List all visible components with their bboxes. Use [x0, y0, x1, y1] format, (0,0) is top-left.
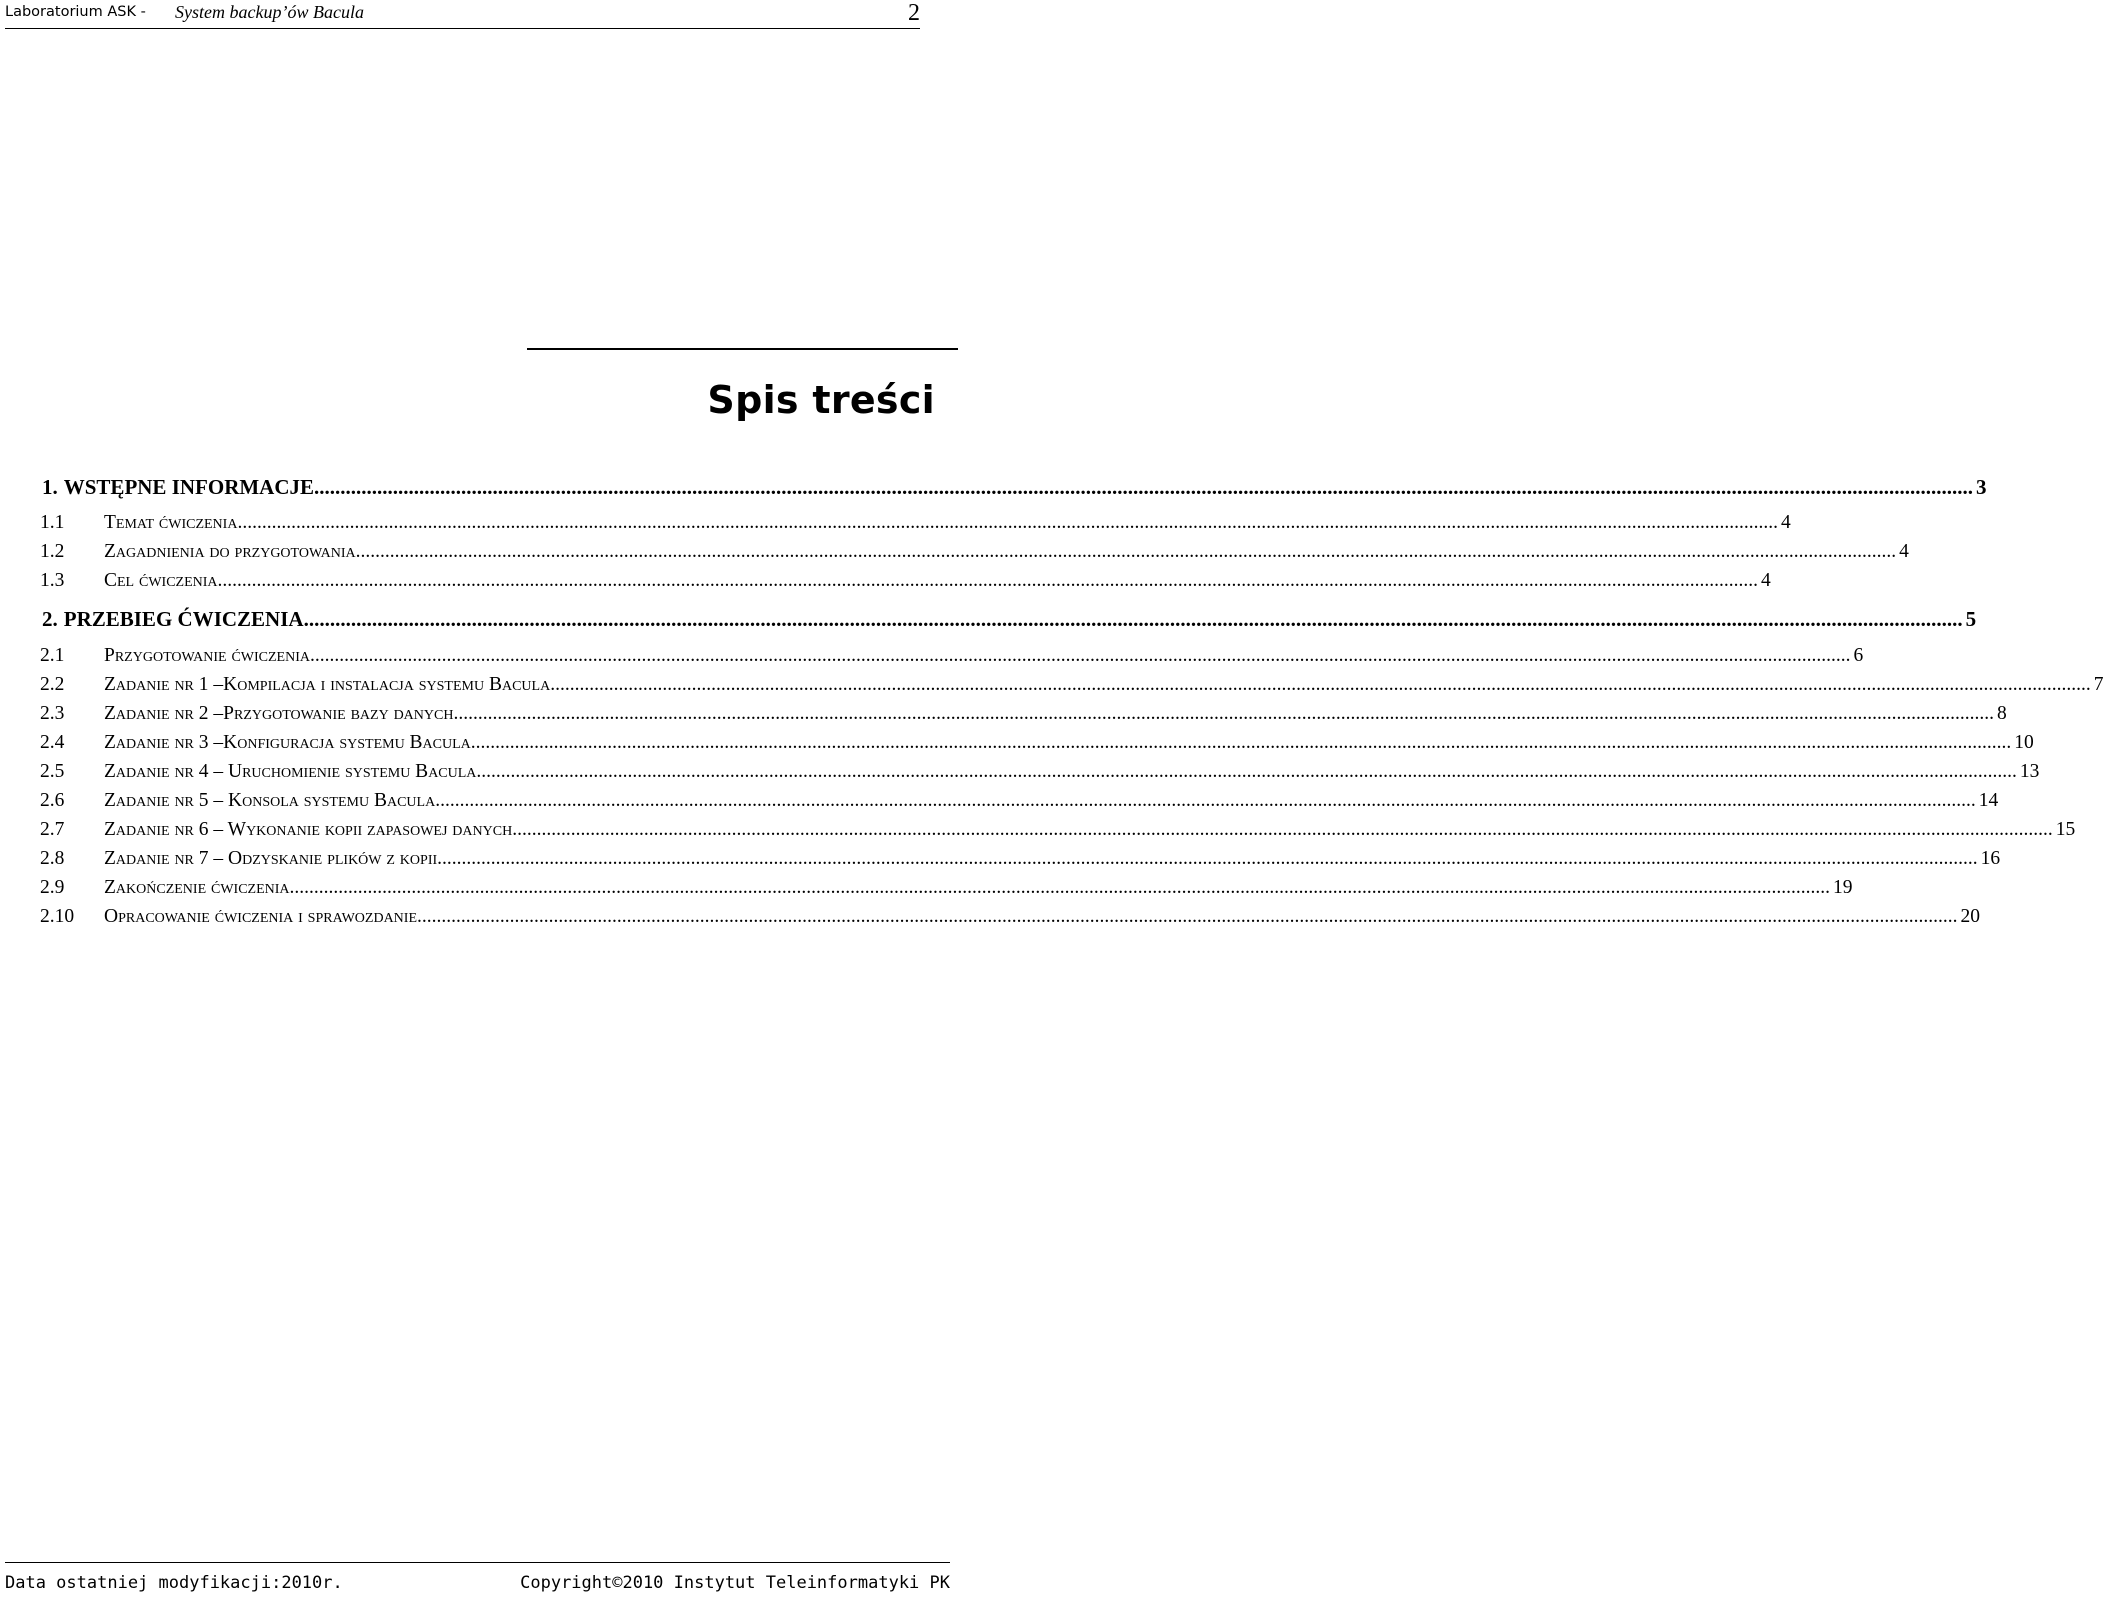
toc-entry-label: Opracowanie ćwiczenia i sprawozdanie [104, 906, 418, 927]
toc-entry-label: PRZEBIEG ĆWICZENIA [63, 607, 304, 631]
header-page-number: 2 [908, 0, 920, 26]
toc-entry-number: 2.4 [40, 732, 65, 753]
toc-dot-leader [453, 703, 1994, 725]
toc-entry[interactable] [40, 790, 1999, 819]
toc-entry[interactable] [40, 732, 2034, 761]
toc-dot-leader [290, 877, 1831, 899]
toc-dot-leader [314, 475, 1973, 500]
toc-entry-page: 7 [2093, 674, 2103, 695]
toc-entry[interactable] [40, 877, 1853, 906]
toc-entry-number: 2.2 [40, 674, 65, 695]
title-separator-line [527, 348, 958, 350]
toc-entry-page: 4 [1899, 541, 1909, 562]
page-footer [5, 1562, 950, 1598]
toc-dot-leader [356, 541, 1897, 563]
toc-dot-leader [304, 607, 1963, 632]
toc-dot-leader [476, 761, 2017, 783]
toc-entry-number: 1. [42, 475, 58, 499]
toc-title: Spis treści [707, 378, 935, 422]
toc-dot-leader [550, 674, 2091, 696]
toc-entry[interactable] [42, 475, 1987, 504]
toc-entry[interactable] [42, 607, 1977, 636]
toc-entry-label: Zadanie nr 5 – Konsola systemu Bacula [104, 790, 436, 811]
page-header [5, 0, 920, 29]
toc-entry-page: 6 [1853, 645, 1864, 666]
toc-entry-page: 3 [1976, 475, 1987, 499]
toc-dot-leader [237, 512, 1778, 534]
toc-entry[interactable] [40, 512, 1791, 541]
toc-entry-page: 10 [2014, 732, 2034, 753]
toc-entry[interactable] [40, 645, 1864, 674]
toc-dot-leader [471, 732, 2012, 754]
toc-entry-label: Zakończenie ćwiczenia [104, 877, 290, 898]
toc-entry-page: 5 [1965, 607, 1977, 631]
toc-dot-leader [417, 906, 1958, 928]
toc-dot-leader [512, 819, 2053, 841]
toc-entry-number: 1.2 [40, 541, 65, 562]
toc-entry-label: Cel ćwiczenia [104, 570, 218, 591]
toc-entry-number: 2. [42, 607, 58, 631]
header-document-title: System backup’ów Bacula [175, 2, 364, 22]
toc-entry-label: Przygotowanie ćwiczenia [104, 645, 310, 666]
toc-entry-label: Zagadnienia do przygotowania [104, 541, 356, 562]
toc-entry-page: 16 [1980, 848, 2001, 869]
toc-entry-label: Zadanie nr 3 –Konfiguracja systemu Bacula [104, 732, 471, 753]
toc-entry-number: 2.6 [40, 790, 65, 811]
toc-entry-label: Zadanie nr 1 –Kompilacja i instalacja systemu Bacula [104, 674, 551, 695]
toc-entry-number: 2.5 [40, 761, 65, 782]
toc-entry-number: 2.10 [40, 906, 75, 927]
toc-entry-label: WSTĘPNE INFORMACJE [63, 475, 315, 499]
toc-dot-leader [435, 790, 1976, 812]
toc-entry-number: 2.7 [40, 819, 65, 840]
footer-modification-date: Data ostatniej modyfikacji:2010r. [5, 1573, 343, 1593]
toc-entry-page: 19 [1833, 877, 1853, 898]
toc-entry-page: 4 [1780, 512, 1791, 533]
toc-entry-page: 13 [2019, 761, 2040, 782]
toc-entry[interactable] [40, 819, 2076, 848]
toc-entry-label: Zadanie nr 2 –Przygotowanie bazy danych [104, 703, 454, 724]
toc-entry-number: 2.9 [40, 877, 65, 898]
toc-entry[interactable] [40, 541, 1909, 570]
toc-entry-label: Temat ćwiczenia [104, 512, 238, 533]
toc-entry[interactable] [40, 848, 2001, 877]
toc-entry-number: 2.1 [40, 645, 65, 666]
footer-copyright: Copyright©2010 Instytut Teleinformatyki PK [520, 1573, 950, 1593]
toc-entry-page: 15 [2055, 819, 2076, 840]
toc-entry-page: 20 [1960, 906, 1981, 927]
toc-entry-number: 1.1 [40, 512, 65, 533]
toc-entry[interactable] [40, 761, 2040, 790]
toc-dot-leader [437, 848, 1978, 870]
toc-entry-label: Zadanie nr 4 – Uruchomienie systemu Bacula [104, 761, 477, 782]
toc-entry[interactable] [40, 674, 2103, 703]
toc-entry[interactable] [40, 703, 2007, 732]
toc-entry-label: Zadanie nr 6 – Wykonanie kopii zapasowej danych [104, 819, 513, 840]
toc-entry-page: 14 [1978, 790, 1999, 811]
toc-entry[interactable] [40, 906, 1981, 935]
header-lab-name: Laboratorium ASK - [5, 4, 146, 20]
toc-entry-page: 4 [1761, 570, 1771, 591]
toc-entry-number: 2.3 [40, 703, 65, 724]
toc-entry-page: 8 [1996, 703, 2007, 724]
toc-entry-label: Zadanie nr 7 – Odzyskanie plików z kopii [104, 848, 438, 869]
toc-dot-leader [310, 645, 1851, 667]
toc-entry-number: 2.8 [40, 848, 65, 869]
toc-entry[interactable] [40, 570, 1771, 599]
toc-dot-leader [218, 570, 1759, 592]
toc-entry-number: 1.3 [40, 570, 65, 591]
